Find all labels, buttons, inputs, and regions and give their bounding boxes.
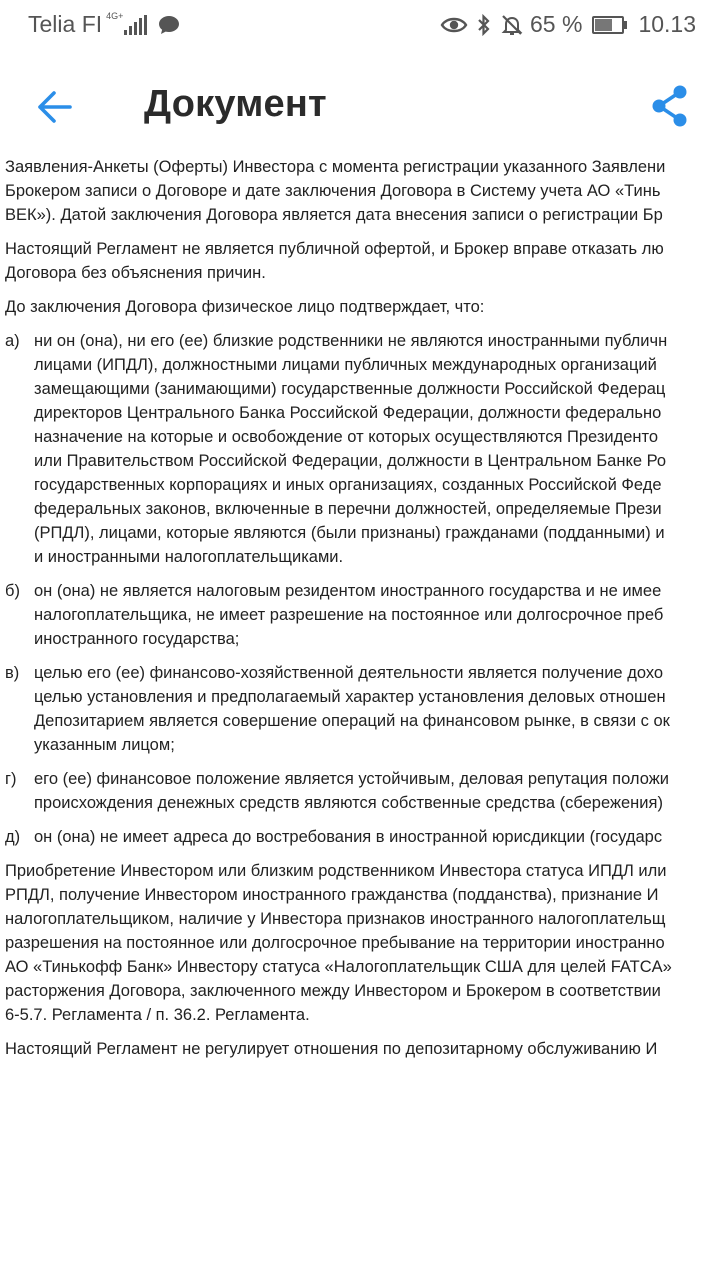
text-line: лицами (ИПДЛ), должностными лицами публичных международных организаций xyxy=(34,356,657,374)
list-item-a xyxy=(5,329,720,569)
text-line: государственных корпорациях и иных организациях, созданных Российской Феде xyxy=(34,476,662,494)
text-line: расторжения Договора, заключенного между Инвестором и Брокером в соответствии xyxy=(5,982,661,1000)
message-icon xyxy=(157,14,181,36)
app-bar xyxy=(0,55,720,155)
list-marker: б) xyxy=(5,582,20,600)
share-button[interactable] xyxy=(642,78,698,134)
text-line: замещающими (занимающими) государственные должности Российской Федерац xyxy=(34,380,666,398)
list-marker: д) xyxy=(5,828,21,846)
paragraph xyxy=(5,237,720,285)
list-item-g xyxy=(5,767,720,815)
text-line: иностранного государства; xyxy=(34,630,240,648)
list-item-v xyxy=(5,661,720,757)
mute-icon xyxy=(500,13,524,37)
share-icon xyxy=(650,84,690,128)
text-line: или Правительством Российской Федерации, должности в Центральном Банке Ро xyxy=(34,452,667,470)
text-line: назначение на которые и освобождение от которых осуществляются Президенто xyxy=(34,428,659,446)
paragraph xyxy=(5,295,720,319)
text-line: АО «Тинькофф Банк» Инвестору статуса «Налогоплательщик США для целей FATCA» xyxy=(5,958,672,976)
text-line: директоров Центрального Банка Российской Федерации, должности федерально xyxy=(34,404,662,422)
back-arrow-icon xyxy=(37,90,73,124)
text-line: его (ее) финансовое положение является устойчивым, деловая репутация положи xyxy=(34,770,669,788)
paragraph xyxy=(5,1037,720,1061)
eye-icon xyxy=(440,15,468,35)
text-line: указанным лицом; xyxy=(34,736,175,754)
list-item-d xyxy=(5,825,720,849)
text-line: он (она) не имеет адреса до востребования в иностранной юрисдикции (государс xyxy=(34,828,663,846)
text-line: Депозитарием является совершение операций на финансовом рынке, в связи с ок xyxy=(34,712,670,730)
text-line: Заявления-Анкеты (Оферты) Инвестора с момента регистрации указанного Заявлени xyxy=(5,158,666,176)
text-line: РПДЛ, получение Инвестором иностранного гражданства (подданства), признание И xyxy=(5,886,659,904)
text-line: он (она) не является налоговым резидентом иностранного государства и не имее xyxy=(34,582,662,600)
text-line: 6-5.7. Регламента / п. 36.2. Регламента. xyxy=(5,1006,310,1024)
text-line: Приобретение Инвестором или близким родственником Инвестора статуса ИПДЛ или xyxy=(5,862,667,880)
status-left xyxy=(28,11,181,38)
text-line: и иностранными налогоплательщиками. xyxy=(34,548,344,566)
text-line: целью его (ее) финансово-хозяйственной деятельности является получение дохо xyxy=(34,664,664,682)
text-line: Настоящий Регламент не является публичной офертой, и Брокер вправе отказать лю xyxy=(5,240,664,258)
paragraph xyxy=(5,859,720,1027)
signal-icon xyxy=(124,15,149,35)
document-content[interactable] xyxy=(5,155,720,1280)
text-line: Настоящий Регламент не регулирует отношения по депозитарному обслуживанию И xyxy=(5,1040,658,1058)
back-button[interactable] xyxy=(28,80,82,134)
list-marker: в) xyxy=(5,664,20,682)
clock-time: 10.13 xyxy=(638,11,696,37)
text-line: разрешения на постоянное или долгосрочное пребывание на территории иностранно xyxy=(5,934,665,952)
text-line: Брокером записи о Договоре и дате заключения Договора в Систему учета АО «Тинь xyxy=(5,182,661,200)
list-marker: а) xyxy=(5,332,20,350)
list-item-b xyxy=(5,579,720,651)
text-line: До заключения Договора физическое лицо подтверждает, что: xyxy=(5,298,485,316)
list-marker: г) xyxy=(5,770,17,788)
text-line: (РПДЛ), лицами, которые являются (были признаны) гражданами (подданными) и xyxy=(34,524,665,542)
battery-icon xyxy=(592,16,624,34)
text-line: федеральных законов, включенные в перечни должностей, определяемые Прези xyxy=(34,500,662,518)
text-line: ни он (она), ни его (ее) близкие родственники не являются иностранными публичн xyxy=(34,332,668,350)
text-line: налогоплательщиком, наличие у Инвестора признаков иностранного налогоплательщ xyxy=(5,910,666,928)
network-type: 4G+ xyxy=(106,11,124,21)
status-right xyxy=(440,11,696,38)
text-line: целью установления и предполагаемый характер установления деловых отношен xyxy=(34,688,666,706)
bluetooth-icon xyxy=(476,13,492,37)
text-line: Договора без объяснения причин. xyxy=(5,264,266,282)
text-line: ВЕК»). Датой заключения Договора является дата внесения записи о регистрации Бр xyxy=(5,206,663,224)
paragraph xyxy=(5,155,720,227)
page-title: Документ xyxy=(144,83,327,125)
carrier-name: Telia FI xyxy=(28,11,103,37)
battery-percent: 65 % xyxy=(530,11,583,37)
text-line: происхождения денежных средств являются собственные средства (сбережения) xyxy=(34,794,663,812)
status-bar xyxy=(0,0,720,50)
text-line: налогоплательщика, не имеет разрешение на постоянное или долгосрочное преб xyxy=(34,606,664,624)
